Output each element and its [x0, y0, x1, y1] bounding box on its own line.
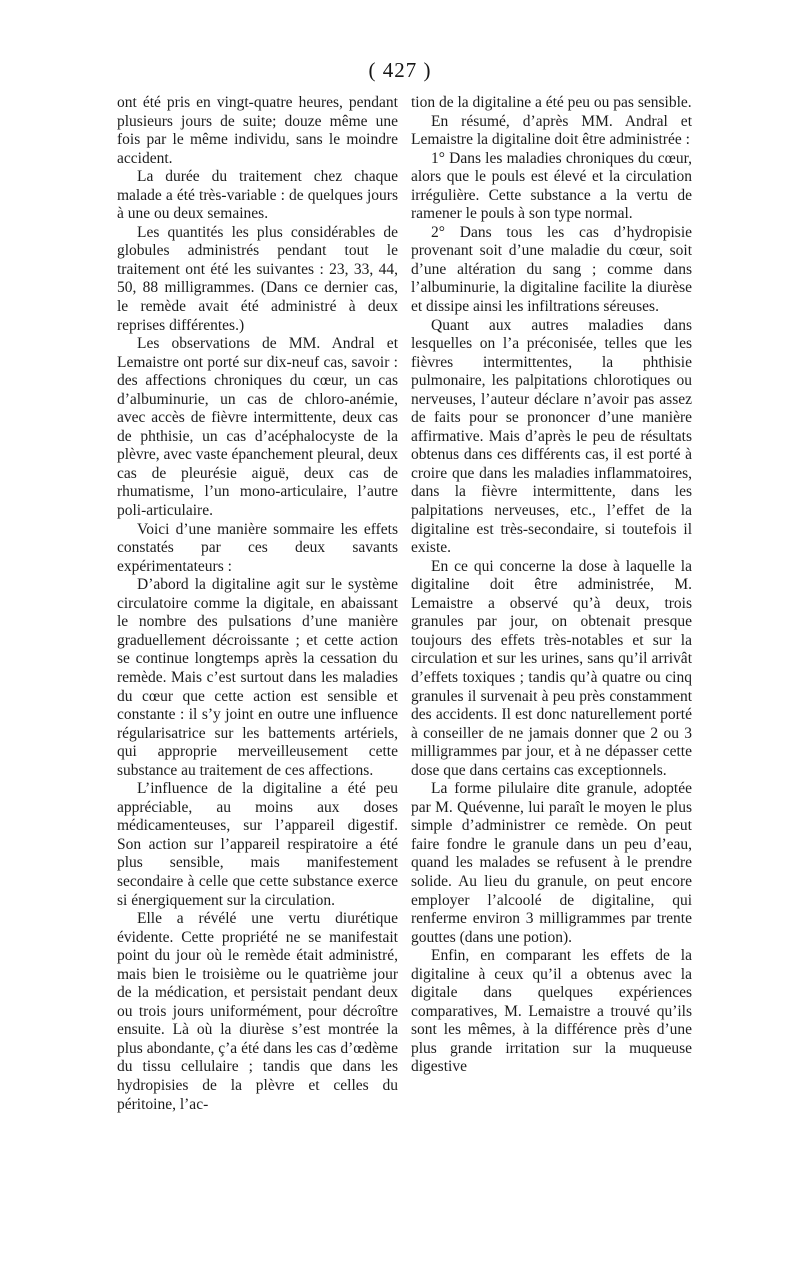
right-paragraph: Enfin, en comparant les effets de la digitaline à ceux qu’il a obtenus avec la digitale dans quelques expériences comparatives, M. Lemaistre a trouvé qu’ils sont les mêmes, à la différence près d’une plus grande irritation sur la muqueuse digestive: [411, 947, 692, 1076]
right-paragraph: 2° Dans tous les cas d’hydropisie provenant soit d’une maladie du cœur, soit d’une altération du sang ; comme dans l’albuminurie, la digitaline facilite la diurèse et dissipe ainsi les infiltrations séreuses.: [411, 223, 692, 316]
right-paragraph: 1° Dans les maladies chroniques du cœur, alors que le pouls est élevé et la circulation irrégulière. Cette substance a la vertu de ramener le pouls à son type normal.: [411, 149, 692, 223]
right-paragraph: Quant aux autres maladies dans lesquelles on l’a préconisée, telles que les fièvres intermittentes, la phthisie pulmonaire, les palpitations chlorotiques ou nerveuses, l’auteur déclare n’avoir pas assez de faits pour se prononcer d’une manière affirmative. Mais d’après le peu de résultats obtenus dans ces différents cas, il est porté à croire que dans les maladies inflammatoires, dans la fièvre intermittente, dans les palpitations nerveuses, etc., l’effet de la digitaline est très-secondaire, si toutefois il existe.: [411, 316, 692, 557]
right-paragraph: La forme pilulaire dite granule, adoptée par M. Quévenne, lui paraît le moyen le plus simple d’administrer ce remède. On peut faire fondre le granule dans un peu d’eau, quand les malades se refusent à le prendre solide. Au lieu du granule, on peut encore employer l’alcoolé de digitaline, qui renferme environ 3 milligrammes par trente gouttes (dans une potion).: [411, 780, 692, 946]
left-paragraph: Elle a révélé une vertu diurétique évidente. Cette propriété ne se manifestait point du jour où le remède était administré, mais bien le troisième ou le quatrième jour de la médication, et persistait pendant deux ou trois jours uniformément, pour décroître ensuite. Là où la diurèse s’est montrée la plus abondante, ç’a été dans les cas d’œdème du tissu cellulaire ; tandis que dans les hydropisies de la plèvre et celles du péritoine, l’ac-: [117, 910, 398, 1113]
right-column: [411, 94, 692, 1077]
left-paragraph: La durée du traitement chez chaque malade a été très-variable : de quelques jours à une ou deux semaines.: [117, 168, 398, 223]
left-paragraph: ont été pris en vingt-quatre heures, pendant plusieurs jours de suite; douze même une fois par le même individu, sans le moindre accident.: [117, 94, 398, 167]
page-number: ( 427 ): [368, 58, 432, 82]
right-paragraph: tion de la digitaline a été peu ou pas sensible.: [411, 94, 692, 111]
left-paragraph: L’influence de la digitaline a été peu appréciable, au moins aux doses médicamenteuses, sur l’appareil digestif. Son action sur l’appareil respiratoire a été plus sensible, mais manifestement secondaire à celle que cette substance exerce si énergiquement sur la circulation.: [117, 780, 398, 909]
left-paragraph: Les quantités les plus considérables de globules administrés pendant tout le traitement ont été les suivantes : 23, 33, 44, 50, 88 milligrammes. (Dans ce dernier cas, le remède avait été administré à deux reprises différentes.): [117, 223, 398, 334]
right-paragraph: En résumé, d’après MM. Andral et Lemaistre la digitaline doit être administrée :: [411, 112, 692, 149]
right-paragraph: En ce qui concerne la dose à laquelle la digitaline doit être administrée, M. Lemaistre a observé qu’à deux, trois granules par jour, on obtenait presque toujours des effets très-notables et sur la circulation et sur les urines, sans qu’il arrivât d’effets toxiques ; tandis qu’à quatre ou cinq granules il survenait à peu près constamment des accidents. Il est donc naturellement porté à conseiller de ne jamais donner que 2 ou 3 milligrammes par jour, et à ne dépasser cette dose que dans certains cas exceptionnels.: [411, 557, 692, 779]
left-paragraph: D’abord la digitaline agit sur le système circulatoire comme la digitale, en abaissant le nombre des pulsations d’une manière graduellement décroissante ; et cette action se continue longtemps après la cessation du remède. Mais c’est surtout dans les maladies du cœur que cette action est sensible et constante : il s’y joint en outre une influence régularisatrice sur les battements artériels, qui approprie merveilleusement cette substance au traitement de ces affections.: [117, 576, 398, 779]
left-paragraph: Voici d’une manière sommaire les effets constatés par ces deux savants expérimentateurs :: [117, 520, 398, 575]
left-paragraph: Les observations de MM. Andral et Lemaistre ont porté sur dix-neuf cas, savoir : des affections chroniques du cœur, un cas d’albuminurie, un cas de chloro-anémie, avec accès de fièvre intermittente, deux cas de phthisie, un cas d’acéphalocyste de la plèvre, avec vaste épanchement pleural, deux cas de pleurésie aiguë, deux cas de rhumatisme, l’un mono-articulaire, l’autre poli-articulaire.: [117, 335, 399, 520]
left-column: [117, 94, 398, 1114]
column-gutter: [401, 100, 402, 1160]
